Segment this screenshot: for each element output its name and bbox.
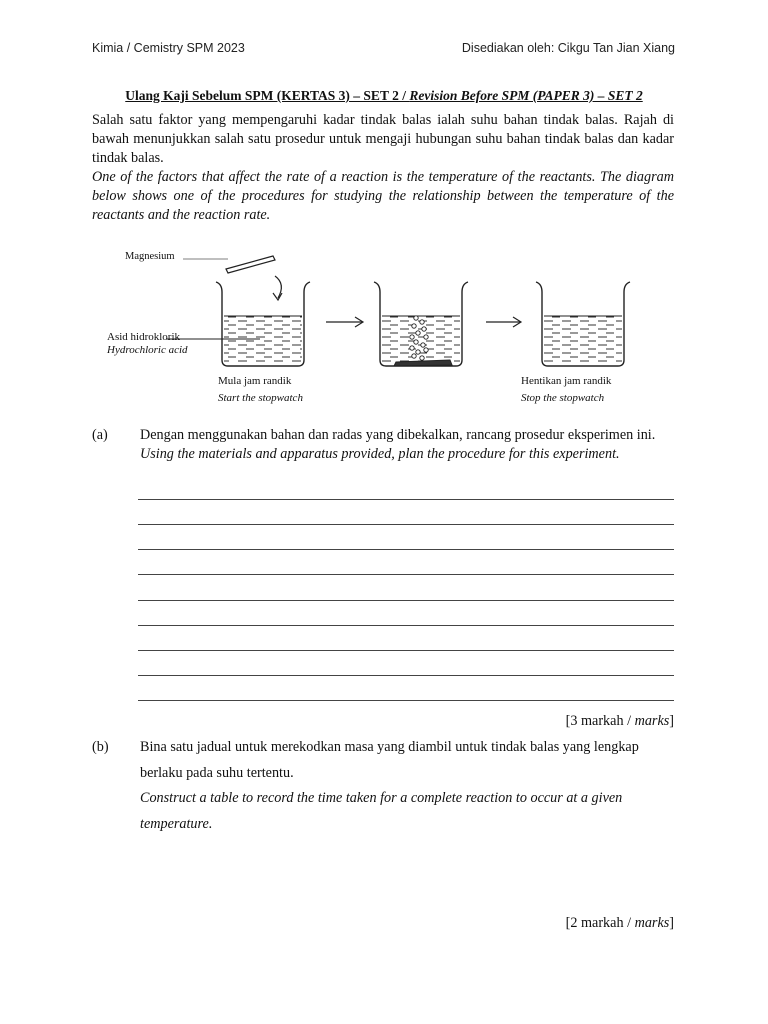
question-a-malay: Dengan menggunakan bahan dan radas yang dibekalkan, rancang prosedur eksperimen ini. [140,427,656,443]
header-subject: Kimia / Cemistry SPM 2023 [92,41,245,55]
marks-a-word: marks [634,713,670,729]
question-a-text [140,426,674,464]
marks-a-number: [3 markah / [565,713,635,729]
beaker-2-reacting-icon [374,282,468,366]
label-start-english: Start the stopwatch [218,392,303,404]
label-stop-english: Stop the stopwatch [521,392,605,404]
beaker-3-icon [536,282,630,366]
answer-line[interactable] [138,524,674,525]
label-step-start [218,373,303,407]
header-author: Disediakan oleh: Cikgu Tan Jian Xiang [461,41,675,55]
question-b-label: (b) [92,739,109,755]
label-start-malay: Mula jam randik [218,375,292,387]
question-b-english: Construct a table to record the time taken for a complete reaction to occur at a given temperature. [140,790,623,832]
question-b-malay: Bina satu jadual untuk merekodkan masa yang diambil untuk tindak balas yang lengkap berlaku pada suhu tertentu. [140,739,639,781]
label-hydrochloric-acid [107,331,188,357]
intro-english: One of the factors that affect the rate of a reaction is the temperature of the reactants. The diagram below shows one of the procedures for studying the relationship between the temperature of the reactants and the reaction rate. [92,169,674,223]
label-magnesium: Magnesium [125,251,175,262]
question-a-english: Using the materials and apparatus provided, plan the procedure for this experiment. [140,446,620,462]
answer-line[interactable] [138,700,674,701]
marks-b-close: ] [669,915,674,931]
marks-a [566,712,674,731]
title-malay: Ulang Kaji Sebelum SPM (KERTAS 3) – SET 2 / [125,88,410,103]
beaker-1-icon [216,282,310,366]
label-acid-malay: Asid hidroklorik [107,331,181,343]
question-a-label: (a) [92,427,108,443]
answer-line[interactable] [138,574,674,575]
answer-line[interactable] [138,650,674,651]
question-b-text [140,735,670,837]
label-acid-english: Hydrochloric acid [107,344,188,356]
answer-line[interactable] [138,625,674,626]
label-step-stop [521,373,611,407]
marks-b-word: marks [634,915,670,931]
intro-paragraph [92,111,674,225]
answer-line[interactable] [138,549,674,550]
page-title [0,88,768,104]
title-english: Revision Before SPM (PAPER 3) – SET 2 [409,88,643,103]
answer-line[interactable] [138,675,674,676]
answer-line[interactable] [138,600,674,601]
experiment-diagram [107,238,650,410]
answer-line[interactable] [138,499,674,500]
intro-malay: Salah satu faktor yang mempengaruhi kadar tindak balas ialah suhu bahan tindak balas. Rajah di bawah menunjukkan salah satu prosedur untuk mengaji hubungan suhu bahan tindak balas dan kadar tindak balas. [92,112,674,166]
marks-b [566,914,674,933]
marks-b-number: [2 markah / [565,915,635,931]
label-stop-malay: Hentikan jam randik [521,375,612,387]
answer-space-b[interactable] [138,840,674,910]
marks-a-close: ] [669,713,674,729]
